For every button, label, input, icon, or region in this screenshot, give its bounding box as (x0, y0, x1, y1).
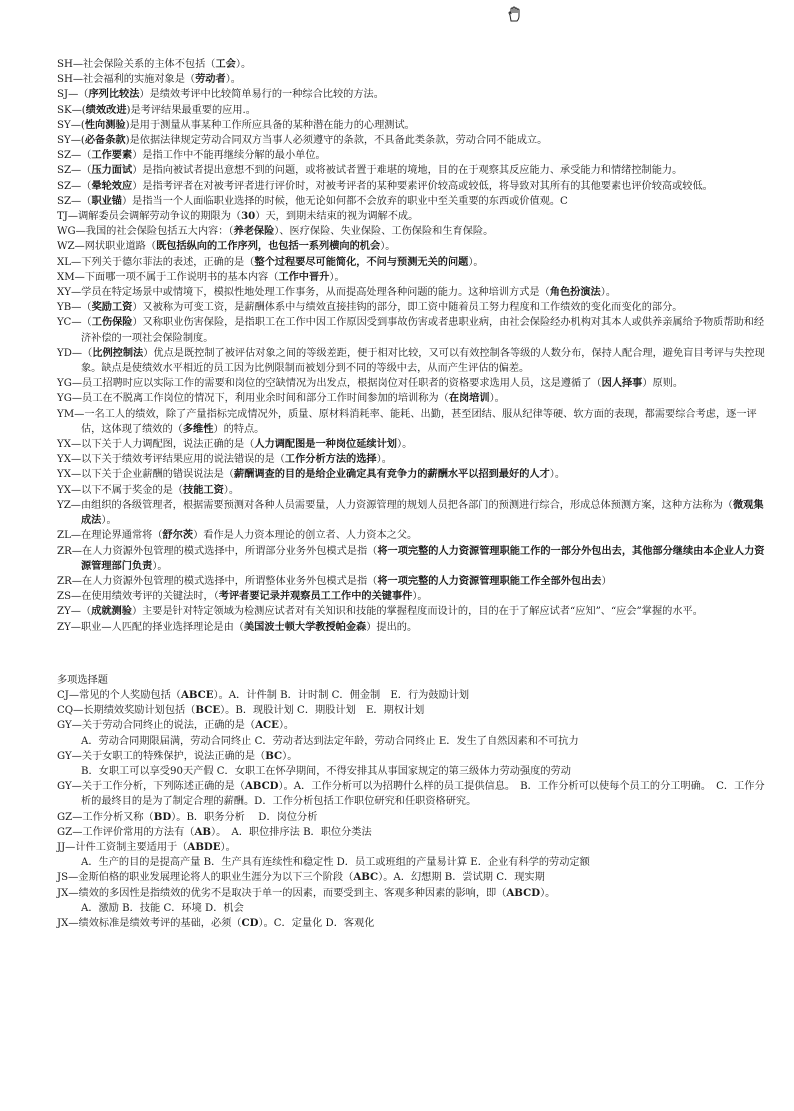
answer-text: 养老保险 (233, 225, 275, 238)
question-text: SZ—（ (57, 150, 92, 162)
question-tail: ）。 (412, 591, 428, 603)
answer-text: 角色扮演法 (549, 286, 601, 299)
question-text: YB—（ (57, 302, 92, 314)
question-text: XL—下列关于德尔菲法的表述，正确的是（ (57, 256, 255, 268)
question-tail: ）。 (489, 393, 505, 405)
answer-text: 在岗培训 (448, 392, 490, 405)
single-item (57, 574, 769, 589)
answer-text: 多维性 (182, 422, 214, 435)
single-item (57, 57, 769, 72)
answer-text: CD (241, 916, 259, 929)
question-tail: ）的特点。 (213, 423, 265, 435)
answer-text: ABCD (506, 886, 541, 899)
multi-item (57, 870, 769, 885)
question-tail: ）。 (235, 59, 252, 70)
multi-item (57, 779, 769, 809)
answer-text: 既包括纵向的工作序列，也包括一系列横向的机会 (156, 240, 381, 253)
question-tail: ）、医疗保险、失业保险、工伤保险和生育保险。 (274, 226, 494, 238)
question-text: YX—以下关于绩效考评结果应用的说法错误的是（ (57, 454, 285, 466)
question-text: SH—社会保险关系的主体不包括（ (57, 59, 216, 70)
question-tail: ）。 (540, 887, 556, 899)
answer-text: 工伤保险 (91, 316, 133, 329)
question-text: CQ—长期绩效奖励计划包括（ (57, 705, 196, 717)
question-tail: ）。 (282, 750, 298, 762)
question-tail: ）是指工作中不能再继续分解的最小单位。 (132, 150, 326, 162)
question-tail: ）。 (220, 841, 236, 853)
answer-text: ABC (353, 871, 379, 884)
single-item (57, 376, 769, 391)
answer-text: 比例控制法 (92, 346, 144, 359)
question-text: ZR—在人力资源外包管理的模式选择中，所谓部分业务外包模式是指（ (57, 545, 378, 557)
single-item (57, 528, 769, 543)
answer-text: 薪酬调查的目的是给企业确定具有竞争力的薪酬水平以招到最好的人才 (233, 468, 550, 481)
single-item (57, 133, 769, 148)
answer-text: ABCD (244, 780, 279, 793)
question-tail: ） (601, 575, 612, 587)
question-text: GZ—工作评价常用的方法有（ (57, 826, 195, 838)
question-text: SZ—（ (57, 165, 92, 177)
question-text: ZS—在使用绩效考评的关键法时，（ (57, 591, 219, 603)
question-tail: ）又称职业伤害保险，是指职工在工作中因工作原因受到事故伤害或者患职业病，由社会保险经办机构对其本人或供养亲属给予物质帮助和经济补偿的一项社会保险制度。 (81, 317, 765, 344)
single-item (57, 437, 769, 452)
answer-text: 工作分析方法的选择 (284, 453, 377, 466)
single-item (57, 179, 769, 194)
single-item (57, 118, 769, 133)
answer-text: 美国波士顿大学教授帕金森 (244, 620, 367, 633)
single-choice-list (57, 57, 769, 635)
question-text: SK—( (57, 104, 86, 116)
single-item (57, 483, 769, 498)
question-text: YX—以下关于企业薪酬的错误说法是（ (57, 469, 234, 481)
answer-text: 将一项完整的人力资源管理职能工作全部外包出去 (377, 574, 602, 587)
question-text: GY—关于工作分析，下列陈述正确的是（ (57, 781, 245, 793)
question-tail: )是用于测量从事某种工作所应具备的某种潜在能力的心理测试。 (125, 119, 415, 131)
answer-text: ABDE (187, 840, 221, 853)
question-text: GY—关于女职工的特殊保护，说法正确的是（ (57, 750, 266, 762)
question-tail: ）是指向被试者提出意想不到的问题，或将被试者置于难堪的境地，目的在于观察其反应能力、承受能力和情绪控制能力。 (132, 165, 683, 177)
question-tail: ）。B．职务分析 D．岗位分析 (171, 811, 318, 823)
hand-cursor-icon (506, 6, 522, 22)
answer-text: 晕轮效应 (91, 179, 133, 192)
question-text: YG—员工在不脱离工作岗位的情况下，利用业余时间和部分工作时间参加的培训称为（ (57, 393, 449, 405)
question-text: SH—社会福利的实施对象是（ (57, 74, 196, 86)
question-text: YD—（ (57, 347, 93, 359)
question-text: YZ—由组织的各级管理者，根据需要预测对各种人员需要量，人力资源管理的规划人员把各部门的预测进行综合，形成总体预测方案，这种方法称为（ (57, 499, 733, 511)
question-text: TJ—调解委员会调解劳动争议的期限为（ (57, 211, 242, 223)
question-text: SY—( (57, 119, 85, 131)
question-tail: ）。 (329, 271, 345, 283)
answer-text: 考评者要记录并观察员工工作中的关键事件 (218, 590, 413, 603)
single-item (57, 103, 769, 118)
answer-text: 微观集成法 (81, 498, 764, 527)
question-tail: ）是绩效考评中比较简单易行的一种综合比较的方法。 (139, 89, 384, 101)
question-tail: ）。A．工作分析可以为招聘什么样的员工提供信息。 B．工作分析可以使每个员工的分工明确。 C．工作分析的最终目的是为了制定合理的薪酬。D．工作分析包括工作职位研究和任职资格研究。 (81, 781, 765, 808)
answer-text: 将一项完整的人力资源管理职能工作的一部分外包出去，其他部分继续由本企业人力资源管理部门负责 (81, 544, 765, 572)
single-item (57, 315, 769, 345)
single-item (57, 407, 769, 437)
answer-text: 舒尔茨 (162, 529, 194, 542)
question-tail: ）。 (468, 256, 484, 268)
question-text: ZR—在人力资源外包管理的模式选择中，所谓整体业务外包模式是指（ (57, 575, 378, 587)
question-text: JJ—计件工资制主要适用于（ (57, 841, 188, 853)
single-item (57, 255, 769, 270)
question-tail: ）。 (223, 484, 240, 496)
multi-item (57, 749, 769, 764)
multi-item (57, 886, 769, 901)
question-tail: ）。 (278, 720, 295, 732)
answer-text: ACE (255, 719, 279, 732)
answer-text: 压力面试 (91, 164, 133, 177)
question-tail: ）。 (380, 241, 396, 253)
answer-text: 序列比较法 (88, 88, 140, 101)
answer-text: 职业锚 (91, 194, 122, 207)
question-text: ZY—（ (57, 606, 92, 618)
question-tail: ）。 (376, 454, 392, 466)
single-item (57, 285, 769, 300)
multi-choice-list (57, 688, 769, 931)
question-text: SZ—（ (57, 195, 92, 207)
question-text: YC—（ (57, 317, 92, 329)
option-line: A．生产的目的是提高产量 B．生产具有连续性和稳定性 D．员工或班组的产量易计算 E．企业有科学的劳动定额 (81, 857, 590, 869)
single-item (57, 544, 769, 574)
question-tail: ）。 (600, 287, 617, 299)
single-item (57, 72, 769, 87)
single-item (57, 346, 769, 376)
question-tail: ）又被称为可变工资，是薪酬体系中与绩效直接挂钩的部分，即工资中随着员工努力程度和工作绩效的变化而变化的部分。 (132, 302, 683, 314)
multi-item (57, 703, 769, 718)
section-title-multi: 多项选择题 (57, 674, 108, 686)
question-tail: ）。 (101, 515, 117, 527)
question-tail: ）主要是针对特定领域为检测应试者对有关知识和技能的掌握程度而设计的，目的在于了解应试者“应知”、“应会”掌握的水平。 (131, 606, 703, 618)
answer-text: 人力调配图是一种岗位延续计划 (254, 438, 397, 451)
question-text: SZ—（ (57, 180, 92, 192)
question-text: XY—学员在特定场景中或情境下，模拟性地处理工作事务，从而提高处理各种问题的能力。这种培训方式是（ (57, 287, 550, 299)
answer-text: 工作中晋升 (278, 270, 330, 283)
single-item (57, 391, 769, 406)
answer-text: ABCE (180, 688, 214, 701)
question-text: SJ—（ (57, 89, 89, 101)
multi-item (57, 840, 769, 855)
answer-text: BD (153, 810, 172, 823)
question-tail: ）原则。 (642, 378, 684, 390)
answer-text: 必备条款 (84, 134, 126, 147)
question-tail: ）。 (225, 74, 241, 86)
question-text: CJ—常见的个人奖励包括（ (57, 689, 181, 701)
answer-text: 30 (241, 210, 256, 223)
question-text: SY—( (57, 135, 85, 147)
multi-item (57, 718, 769, 733)
question-text: GZ—工作分析又称（ (57, 811, 154, 823)
answer-text: 因人择事 (601, 377, 643, 390)
answer-text: 整个过程要尽可能简化，不问与预测无关的问题 (254, 255, 469, 268)
question-text: JX—绩效标准是绩效考评的基础，必须（ (57, 917, 242, 929)
single-item (57, 452, 769, 467)
question-text: YX—以下关于人力调配图，说法正确的是（ (57, 439, 255, 451)
option-line: A．劳动合同期限届满，劳动合同终止 C．劳动者达到法定年龄，劳动合同终止 E．发生了自然因素和不可抗力 (81, 735, 579, 747)
multi-item (57, 810, 769, 825)
single-item (57, 498, 769, 528)
single-item (57, 589, 769, 604)
question-text: WZ—网状职业道路（ (57, 241, 157, 253)
question-tail: ）优点是既控制了被评估对象之间的等级差距，便于相对比较，又可以有效控制各等级的人数分布，保持人配合理，避免盲目考评与失控现象。缺点是使绩效水平相近的员工因为比例限制而被划分到不同的等级中去，从而产生评估的偏差。 (81, 347, 765, 375)
question-tail: ）看作是人力资本理论的创立者、人力资本之父。 (193, 530, 418, 542)
question-text: XM—下面哪一项不属于工作说明书的基本内容（ (57, 271, 279, 283)
question-tail: ）。 A．职位排序法 B．职位分类法 (210, 826, 372, 838)
question-tail: ）。A．计件制 B．计时制 C．佣金制 E．行为鼓励计划 (213, 689, 470, 701)
answer-text: 绩效改进 (85, 103, 127, 116)
question-tail: )是考评结果最重要的应用.。 (126, 104, 256, 116)
single-item (57, 87, 769, 102)
single-item (57, 620, 769, 635)
answer-text: 工作要素 (91, 149, 133, 162)
single-item (57, 467, 769, 482)
question-tail: ）。B．现股计划 C．期股计划 E．期权计划 (220, 705, 425, 717)
single-item (57, 300, 769, 315)
question-text: YX—以下不属于奖金的是（ (57, 484, 184, 496)
single-item (57, 239, 769, 254)
question-tail: ）。A．幻想期 B．尝试期 C．现实期 (378, 872, 545, 884)
answer-text: BCE (195, 704, 221, 717)
option-line: B．女职工可以享受90天产假 C．女职工在怀孕期间，不得安排其从事国家规定的第三级体力劳动强度的劳动 (81, 765, 571, 777)
question-tail: ）是指考评者在对被考评者进行评价时，对被考评者的某种要素评价较高或较低，将导致对其所有的其他要素也评价较高或较低。 (132, 180, 713, 192)
answer-text: 奖励工资 (91, 301, 133, 314)
document-content (57, 57, 769, 931)
answer-text: 劳动者 (195, 73, 226, 86)
question-text: ZL—在理论界通常将（ (57, 530, 163, 542)
question-tail: ）天，到期未结束的视为调解不成。 (255, 211, 419, 223)
single-item (57, 224, 769, 239)
multi-item (57, 825, 769, 840)
question-text: ZY—职业—人匹配的择业选择理论是由（ (57, 621, 244, 633)
answer-text: BC (265, 749, 283, 762)
answer-text: 成就测验 (91, 605, 132, 618)
multi-item (57, 688, 769, 703)
answer-text: 性向测验 (84, 118, 126, 131)
option-line: A．激励 B．技能 C．环境 D．机会 (81, 902, 244, 914)
question-tail: ）。 (549, 469, 566, 481)
question-tail: ）。 (152, 560, 168, 572)
multi-item (57, 916, 769, 931)
question-tail: ）提出的。 (366, 621, 418, 633)
question-text: YG—员工招聘时应以实际工作的需要和岗位的空缺情况为出发点，根据岗位对任职者的资格要求选用人员，这是遵循了（ (57, 378, 602, 390)
question-tail: )是依据法律规定劳动合同双方当事人必须遵守的条款，不具备此类条款，劳动合同不能成立。 (125, 135, 548, 147)
question-text: JS—金斯伯格的职业发展理论将人的职业生涯分为以下三个阶段（ (57, 872, 354, 884)
single-item (57, 163, 769, 178)
single-item (57, 270, 769, 285)
answer-text: 技能工资 (183, 483, 224, 496)
single-item (57, 209, 769, 224)
single-item (57, 148, 769, 163)
single-item (57, 604, 769, 619)
question-tail: ）是指当一个人面临职业选择的时候，他无论如何都不会放弃的职业中至关重要的东西或价值观。C (122, 195, 568, 207)
question-tail: ）。 (396, 439, 413, 451)
question-text: WG—我国的社会保险包括五大内容：（ (57, 226, 234, 238)
question-tail: ）。C．定量化 D．客观化 (258, 917, 375, 929)
answer-text: AB (194, 825, 211, 838)
question-text: GY—关于劳动合同终止的说法，正确的是（ (57, 720, 256, 732)
single-item (57, 194, 769, 209)
answer-text: 工会 (215, 58, 236, 70)
question-text: JX—绩效的多因性是指绩效的优劣不是取决于单一的因素，而要受到主、客观多种因素的影响，即（ (57, 887, 507, 899)
question-text: YM—一名工人的绩效，除了产量指标完成情况外，质量、原材料消耗率、能耗、出勤，甚至团结、服从纪律等硬、软方面的表现，都需要综合考虑，逐一评估，这体现了绩效的（ (57, 408, 757, 435)
